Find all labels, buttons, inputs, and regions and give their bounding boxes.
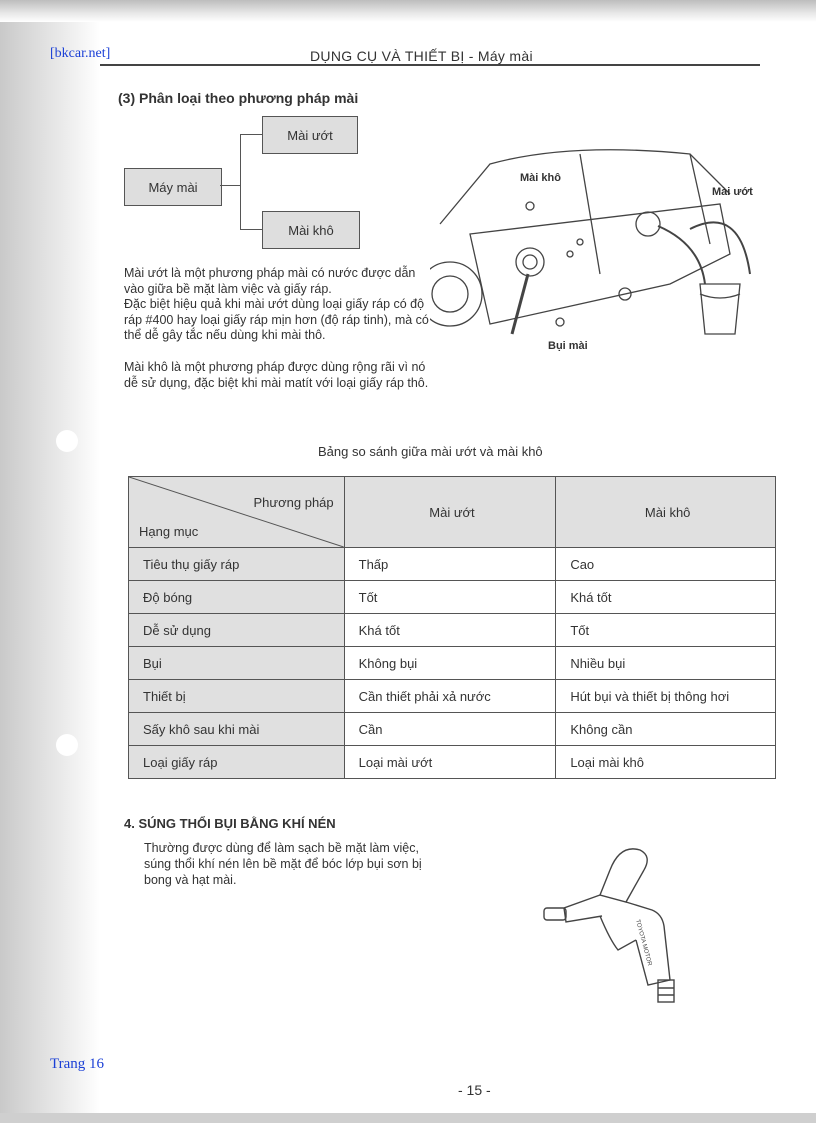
table-caption: Bảng so sánh giữa mài ướt và mài khô xyxy=(318,444,543,459)
row-item: Loại giấy ráp xyxy=(129,746,345,779)
diagram-top-label: Mài ướt xyxy=(287,127,333,143)
table-row xyxy=(129,746,776,779)
paragraph-wet-effect: Đặc biệt hiệu quả khi mài ướt dùng loại giấy ráp có độ ráp #400 hay loại giấy ráp mịn hơn (độ ráp tinh), mà có thể dễ gây tắc nếu dùng khi mài thô. xyxy=(124,297,429,343)
row-item: Tiêu thụ giấy ráp xyxy=(129,548,345,581)
row-wet-value: Tốt xyxy=(344,581,556,614)
label-dry-sanding: Mài khô xyxy=(520,172,561,184)
row-item: Bụi xyxy=(129,647,345,680)
paragraph-wet-sanding: Mài ướt là một phương pháp mài có nước được dẫn vào giữa bề mặt làm việc và giấy ráp. xyxy=(124,266,416,296)
label-wet-sanding: Mài ướt xyxy=(712,186,753,198)
row-item: Sấy khô sau khi mài xyxy=(129,713,345,746)
section-3-title: (3) Phân loại theo phương pháp mài xyxy=(118,90,359,106)
diagram-root-box xyxy=(124,168,222,206)
row-item: Dễ sử dụng xyxy=(129,614,345,647)
row-wet-value: Loại mài ướt xyxy=(344,746,556,779)
row-dry-value: Tốt xyxy=(556,614,776,647)
table-row xyxy=(129,680,776,713)
row-item: Độ bóng xyxy=(129,581,345,614)
table-corner-cell xyxy=(129,477,345,548)
corner-item-label: Hạng mục xyxy=(139,524,199,539)
row-wet-value: Cần thiết phải xả nước xyxy=(344,680,556,713)
label-sanding-dust: Bụi mài xyxy=(548,340,588,352)
row-dry-value: Khá tốt xyxy=(556,581,776,614)
air-blow-gun-illustration xyxy=(540,840,700,1010)
diagram-top-box xyxy=(262,116,358,154)
corner-method-label: Phương pháp xyxy=(253,495,334,510)
gun-brand-text: TOYOTA MOTOR xyxy=(634,918,653,967)
punch-hole-lower xyxy=(56,734,78,756)
row-dry-value: Cao xyxy=(556,548,776,581)
diagram-connector xyxy=(240,134,262,135)
diagram-bottom-label: Mài khô xyxy=(288,222,334,238)
row-wet-value: Cần xyxy=(344,713,556,746)
row-wet-value: Khá tốt xyxy=(344,614,556,647)
diagram-connector xyxy=(240,134,241,230)
table-row xyxy=(129,713,776,746)
paragraph-dry-sanding: Mài khô là một phương pháp được dùng rộng rãi vì nó dễ sử dụng, đặc biệt khi mài matít với loại giấy ráp thô. xyxy=(124,360,429,390)
table-header-row xyxy=(129,477,776,548)
column-header-dry: Mài khô xyxy=(556,477,776,548)
row-dry-value: Loại mài khô xyxy=(556,746,776,779)
diagram-bottom-box xyxy=(262,211,360,249)
header-rule xyxy=(100,64,760,66)
row-item: Thiết bị xyxy=(129,680,345,713)
table-row xyxy=(129,581,776,614)
column-header-wet: Mài ướt xyxy=(344,477,556,548)
row-dry-value: Hút bụi và thiết bị thông hơi xyxy=(556,680,776,713)
row-wet-value: Thấp xyxy=(344,548,556,581)
watermark-link[interactable]: [bkcar.net] xyxy=(50,46,111,61)
diagram-connector xyxy=(240,229,262,230)
diagram-root-label: Máy mài xyxy=(148,179,198,195)
punch-hole-upper xyxy=(56,430,78,452)
table-row xyxy=(129,614,776,647)
comparison-table xyxy=(128,476,776,779)
table-row xyxy=(129,548,776,581)
scan-shadow xyxy=(0,0,100,1123)
row-dry-value: Không cần xyxy=(556,713,776,746)
page-label-link[interactable]: Trang 16 xyxy=(50,1056,105,1072)
page-header: DỤNG CỤ VÀ THIẾT BỊ - Máy mài xyxy=(310,48,533,64)
scan-bottom-band xyxy=(0,1113,816,1123)
table-row xyxy=(129,647,776,680)
diagram-connector xyxy=(220,185,240,186)
page-number: - 15 - xyxy=(458,1082,491,1098)
row-dry-value: Nhiều bụi xyxy=(556,647,776,680)
section-4-description: Thường được dùng để làm sạch bề mặt làm việc, súng thổi khí nén lên bề mặt để bóc lớp bụi sơn bị bong và hạt mài. xyxy=(144,841,422,887)
scan-top-shadow xyxy=(0,0,816,22)
section-4-title: 4. SÚNG THỔI BỤI BẰNG KHÍ NÉN xyxy=(124,816,336,831)
row-wet-value: Không bụi xyxy=(344,647,556,680)
car-sanding-illustration xyxy=(430,134,770,354)
